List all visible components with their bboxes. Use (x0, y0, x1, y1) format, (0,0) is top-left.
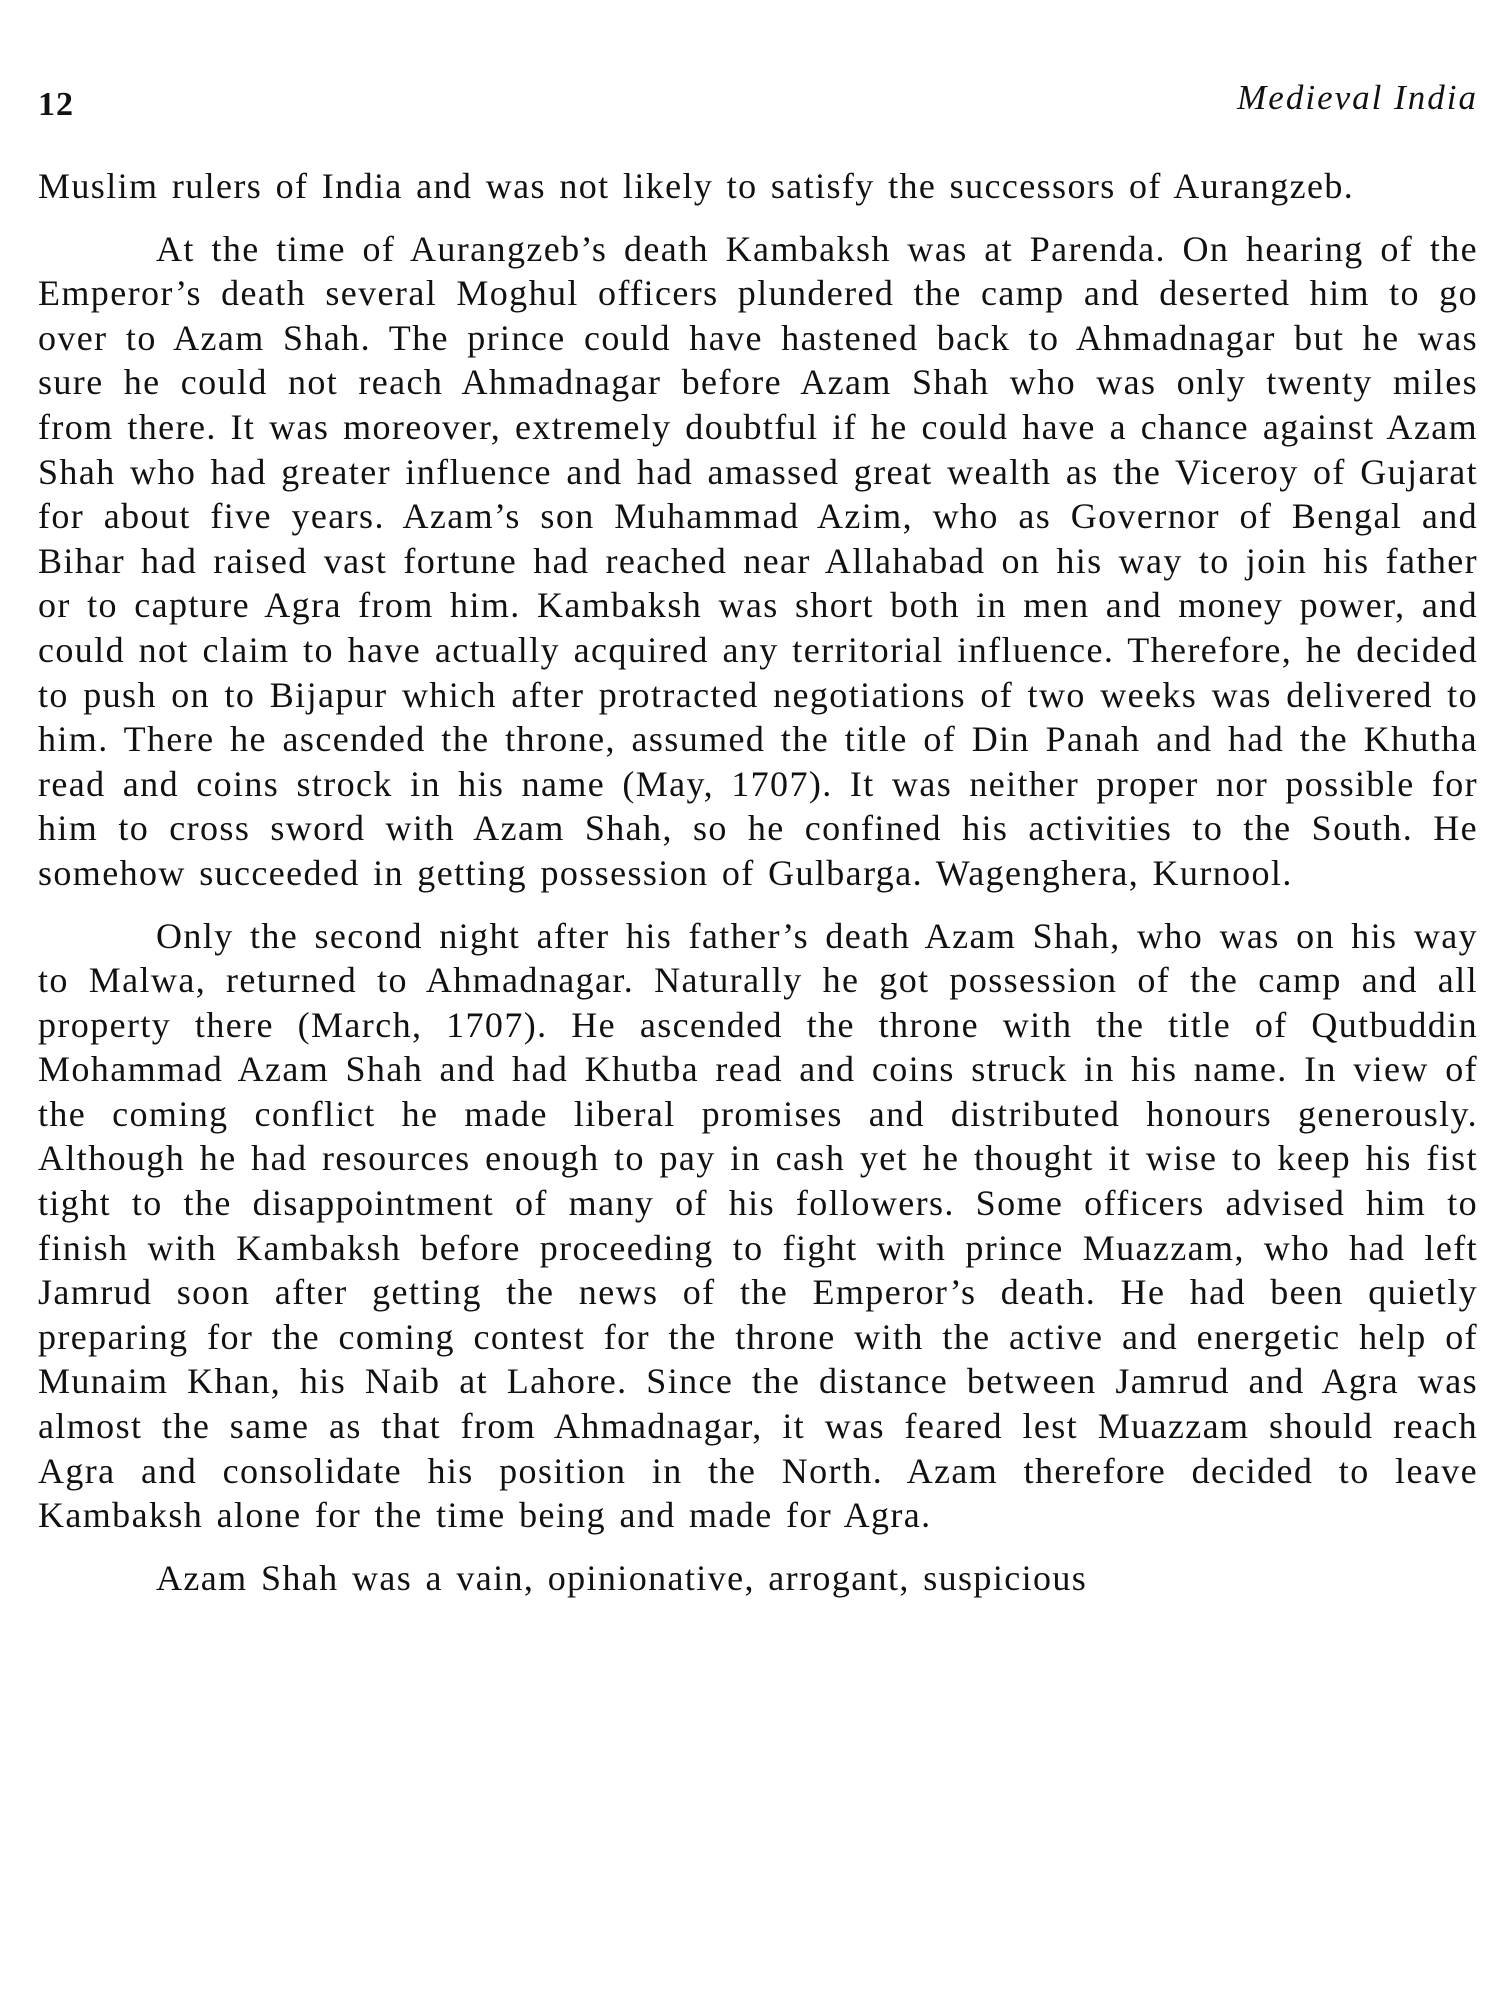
paragraph-azam-shah-character: Azam Shah was a vain, opinionative, arrogant, suspicious (156, 1557, 1088, 1598)
paragraph-kambaksh: At the time of Aurangzeb’s death Kambaksh was at Parenda. On hearing of the Emperor’s death several Moghul officers plundered the camp and deserted him to go over to Azam Shah. The prince could have hastened back to Ahmadnagar but he was sure he could not reach Ahmadnagar before Azam Shah who was only twenty miles from there. It was moreover, extremely doubtful if he could have a chance against Azam Shah who had greater influence and had amassed great wealth as the Viceroy of Gujarat for about five years. Azam’s son Muhammad Azim, who as Governor of Bengal and Bihar had raised vast fortune had reached near Allahabad on his way to join his father or to capture Agra from him. Kambaksh was short both in men and money power, and could not claim to have actually acquired any territorial influence. Therefore, he decided to push on to Bijapur which after protracted negotiations of two weeks was delivered to him. There he ascended the throne, assumed the title of Din Panah and had the Khutha read and coins strock in his name (May, 1707). It was neither proper nor possible for him to cross sword with Azam Shah, so he confined his activities to the South. He somehow succeeded in getting possession of Gulbarga. Wagenghera, Kurnool. (38, 228, 1478, 893)
paragraph-continued: Muslim rulers of India and was not likely to satisfy the successors of Aurangzeb. (38, 166, 1355, 206)
paragraph-azam-shah-ascends: Only the second night after his father’s death Azam Shah, who was on his way to Malwa, returned to Ahmadnagar. Naturally he got possession of the camp and all property there (March, 1707). He ascended the throne with the title of Qutbuddin Mohammad Azam Shah and had Khutba read and coins struck in his name. In view of the coming conflict he made liberal promises and distributed honours generously. Although he had resources enough to pay in cash yet he thought it wise to keep his fist tight to the disappointment of many of his followers. Some officers advised him to finish with Kambaksh before proceeding to fight with prince Muazzam, who had left Jamrud soon after getting the news of the Emperor’s death. He had been quietly preparing for the coming contest for the throne with the active and energetic help of Munaim Khan, his Naib at Lahore. Since the distance between Jamrud and Agra was almost the same as that from Ahmadnagar, it was feared lest Muazzam should reach Agra and consolidate his position in the North. Azam therefore decided to leave Kambaksh alone for the time being and made for Agra. (38, 915, 1478, 1536)
body-text (38, 164, 1478, 1600)
page-header (38, 78, 1478, 128)
running-head: Medieval India (1237, 78, 1478, 117)
page-number: 12 (38, 86, 74, 123)
